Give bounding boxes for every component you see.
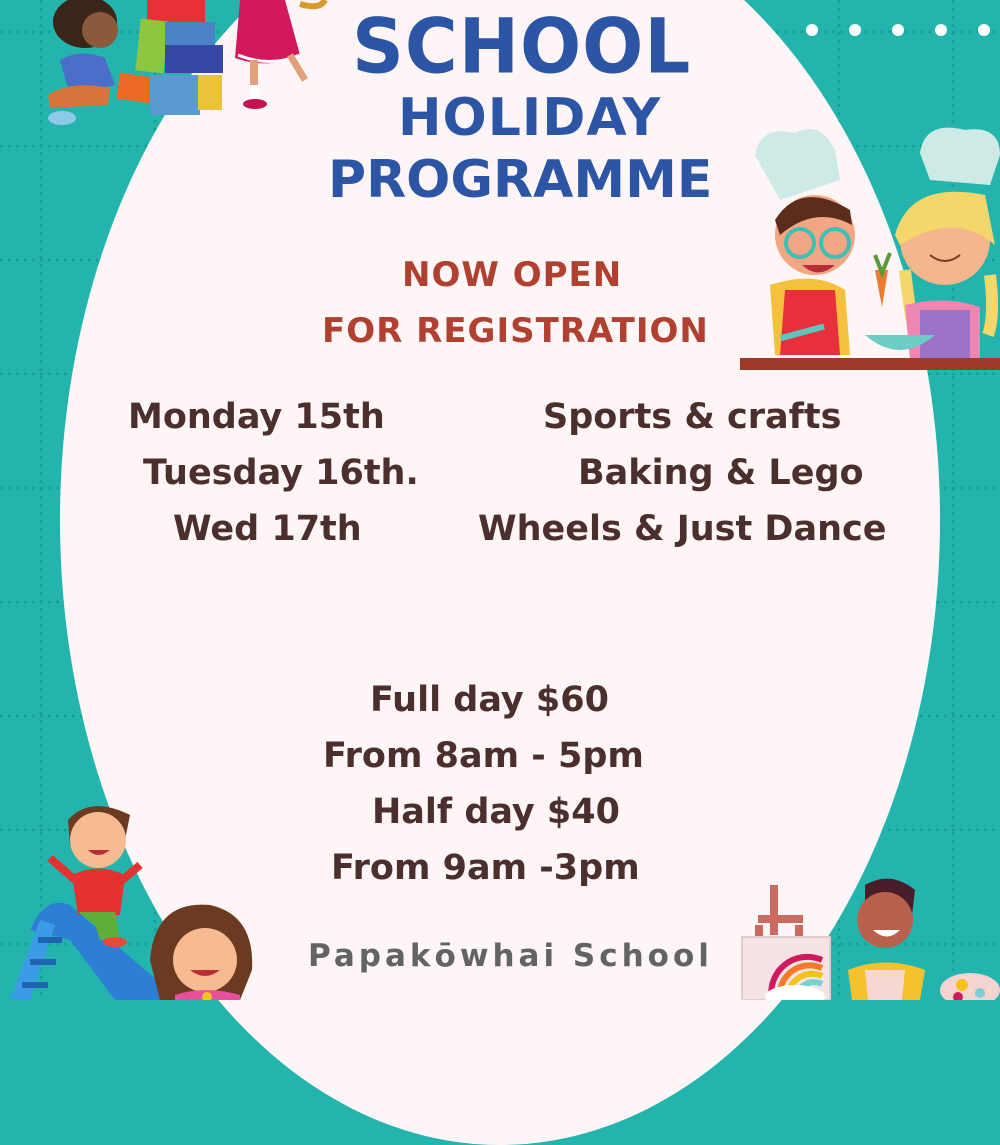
slide-kids-illustration (0, 790, 280, 1000)
title-holiday: HOLIDAY (398, 88, 662, 148)
schedule-day: Monday 15th (128, 397, 385, 437)
decorative-dots (806, 24, 990, 36)
title-programme: PROGRAMME (328, 150, 713, 210)
dot (978, 24, 990, 36)
dot (935, 24, 947, 36)
registration-now-open: NOW OPEN (402, 255, 623, 295)
schedule-day: Wed 17th (173, 509, 362, 549)
kids-blocks-illustration (40, 0, 340, 130)
dot (806, 24, 818, 36)
dot (849, 24, 861, 36)
price-half-day: Half day $40 (372, 792, 620, 832)
hours-full-day: From 8am - 5pm (323, 736, 644, 776)
painting-kid-illustration (730, 875, 1000, 1000)
school-name: Papakōwhai School (308, 938, 713, 974)
price-full-day: Full day $60 (370, 680, 609, 720)
chef-kids-illustration (740, 125, 1000, 375)
registration-for-registration: FOR REGISTRATION (322, 311, 709, 351)
schedule-day: Tuesday 16th. (143, 453, 419, 493)
schedule-activity: Sports & crafts (543, 397, 842, 437)
dot (892, 24, 904, 36)
title-school: SCHOOL (352, 1, 692, 91)
schedule-activity: Baking & Lego (578, 453, 864, 493)
schedule-activity: Wheels & Just Dance (478, 509, 887, 549)
hours-half-day: From 9am -3pm (331, 848, 640, 888)
